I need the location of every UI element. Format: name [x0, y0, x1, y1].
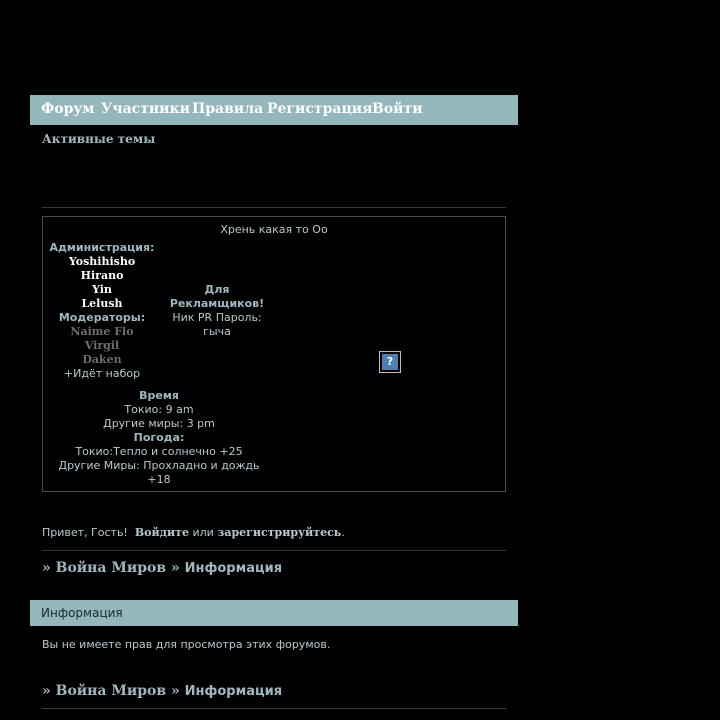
time-weather-block — [43, 389, 275, 487]
or-text: или — [192, 526, 214, 539]
announcement-title: Хрень какая то Оо — [220, 223, 328, 236]
other-weather-temp: +18 — [147, 473, 171, 486]
category-title: Информация — [41, 606, 123, 620]
login-link[interactable]: Войдите — [134, 526, 189, 539]
breadcrumb-section-link[interactable]: Информация — [184, 684, 283, 699]
breadcrumb-separator: » — [42, 560, 51, 576]
tokyo-weather: Токио:Тепло и солнечно +25 — [75, 445, 243, 458]
admin-name[interactable]: Lelush — [81, 297, 123, 310]
no-access-message: Вы не имеете прав для просмотра этих форумов. — [42, 638, 331, 651]
admin-name[interactable]: Hirano — [80, 269, 124, 282]
breadcrumb-separator: » — [170, 683, 180, 699]
ad-password: гыча — [203, 325, 231, 338]
mod-heading: Модераторы: — [58, 311, 146, 324]
admin-heading: Администрация: — [49, 241, 155, 254]
question-icon: ? — [382, 354, 398, 370]
weather-heading: Погода: — [133, 431, 185, 444]
mod-name[interactable]: Daken — [82, 353, 122, 366]
staff-list — [43, 241, 161, 381]
nav-forum[interactable]: Форум — [41, 101, 95, 117]
guest-greeting — [42, 526, 345, 539]
dot-text: . — [341, 526, 345, 539]
help-icon[interactable] — [379, 351, 401, 373]
ad-credentials: Ник PR Пароль: — [172, 311, 262, 324]
ad-heading: Для — [204, 283, 230, 296]
ad-heading-2: Рекламщиков! — [169, 297, 265, 310]
other-weather: Другие Миры: Прохладно и дождь — [58, 459, 260, 472]
divider — [42, 550, 506, 551]
admin-name[interactable]: Yoshihisho — [68, 255, 136, 268]
advertisers-info — [165, 283, 269, 339]
divider — [42, 708, 506, 709]
breadcrumb — [42, 683, 282, 699]
register-link[interactable]: зарегистрируйтесь — [217, 526, 342, 539]
greeting-text: Привет, Гость! — [42, 526, 128, 539]
admin-name[interactable]: Yin — [92, 283, 112, 296]
divider — [42, 207, 506, 208]
time-heading: Время — [139, 389, 179, 402]
nav-register[interactable]: Регистрация — [267, 101, 373, 117]
breadcrumb-separator: » — [170, 560, 180, 576]
breadcrumb-forum-link[interactable]: Война Миров — [55, 683, 167, 699]
mod-name[interactable]: Naime Flo — [70, 325, 134, 338]
main-nav — [30, 95, 518, 125]
announcement-box — [42, 216, 506, 492]
nav-rules[interactable]: Правила — [192, 101, 264, 117]
mod-name[interactable]: Virgil — [84, 339, 120, 352]
breadcrumb — [42, 560, 282, 576]
active-topics-link[interactable]: Активные темы — [42, 132, 156, 146]
tokyo-time: Токио: 9 am — [124, 403, 194, 416]
breadcrumb-section-link[interactable]: Информация — [184, 561, 283, 576]
nav-login[interactable]: Войти — [372, 101, 423, 117]
nav-members[interactable]: Участники — [101, 101, 191, 117]
breadcrumb-separator: » — [42, 683, 51, 699]
other-time: Другие миры: 3 pm — [103, 417, 215, 430]
category-header — [30, 600, 518, 626]
recruit-note: +Идёт набор — [63, 367, 141, 380]
breadcrumb-forum-link[interactable]: Война Миров — [55, 560, 167, 576]
